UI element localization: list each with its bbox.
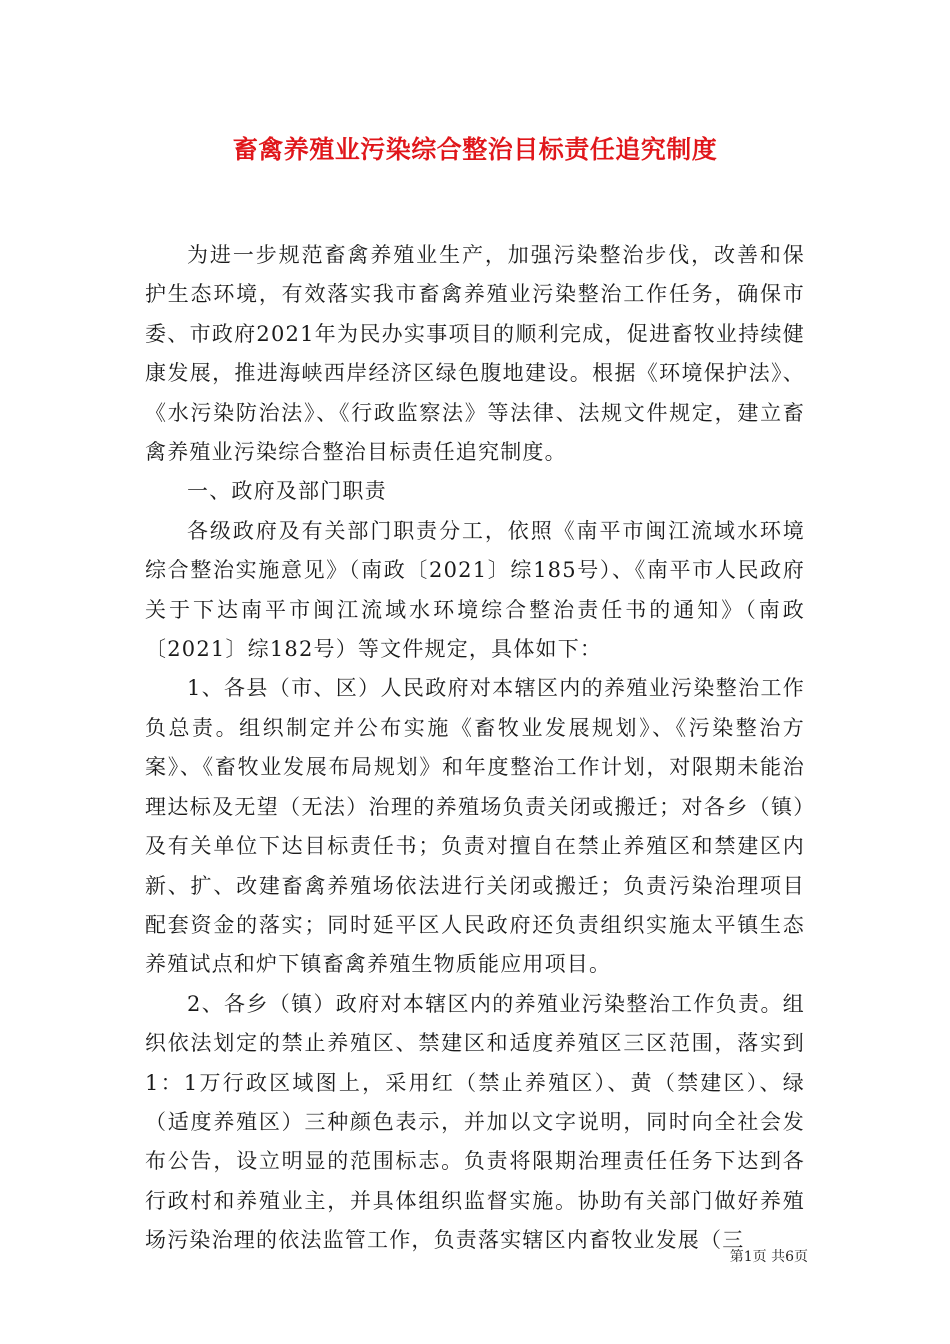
section-heading: 一、政府及部门职责 xyxy=(187,479,387,504)
page-number: 第1页 共6页 xyxy=(729,1249,808,1265)
paragraph-duties: 各级政府及有关部门职责分工，依照《南平市闽江流域水环境综合整治实施意见》（南政〔2021〕综185号）、《南平市人民政府关于下达南平市闽江流域水环境综合整治责任书的通知》（南政〔2021〕综182号）等文件规定，具体如下： xyxy=(145,518,805,662)
paragraph-item-1: 1、各县（市、区）人民政府对本辖区内的养殖业污染整治工作负总责。组织制定并公布实施《畜牧业发展规划》、《污染整治方案》、《畜牧业发展布局规划》和年度整治工作计划，对限期未能治理达标及无望（无法）治理的养殖场负责关闭或搬迁；对各乡（镇）及有关单位下达目标责任书；负责对擅自在禁止养殖区和禁建区内新、扩、改建畜禽养殖场依法进行关闭或搬迁；负责污染治理项目配套资金的落实；同时延平区人民政府还负责组织实施太平镇生态养殖试点和炉下镇畜禽养殖生物质能应用项目。 xyxy=(145,676,805,977)
paragraph-intro: 为进一步规范畜禽养殖业生产，加强污染整治步伐，改善和保护生态环境，有效落实我市畜禽养殖业污染整治工作任务，确保市委、市政府2021年为民办实事项目的顺利完成，促进畜牧业持续健康发展，推进海峡西岸经济区绿色腹地建设。根据《环境保护法》、《水污染防治法》、《行政监察法》等法律、法规文件规定，建立畜禽养殖业污染综合整治目标责任追究制度。 xyxy=(145,243,805,465)
document-body xyxy=(145,236,805,1261)
paragraph-item-2: 2、各乡（镇）政府对本辖区内的养殖业污染整治工作负责。组织依法划定的禁止养殖区、禁建区和适度养殖区三区范围，落实到1：1万行政区域图上，采用红（禁止养殖区）、黄（禁建区）、绿（适度养殖区）三种颜色表示，并加以文字说明，同时向全社会发布公告，设立明显的范围标志。负责将限期治理责任任务下达到各行政村和养殖业主，并具体组织监督实施。协助有关部门做好养殖场污染治理的依法监管工作，负责落实辖区内畜牧业发展（三 xyxy=(145,991,805,1253)
document-title: 畜禽养殖业污染综合整治目标责任追究制度 xyxy=(232,135,718,164)
